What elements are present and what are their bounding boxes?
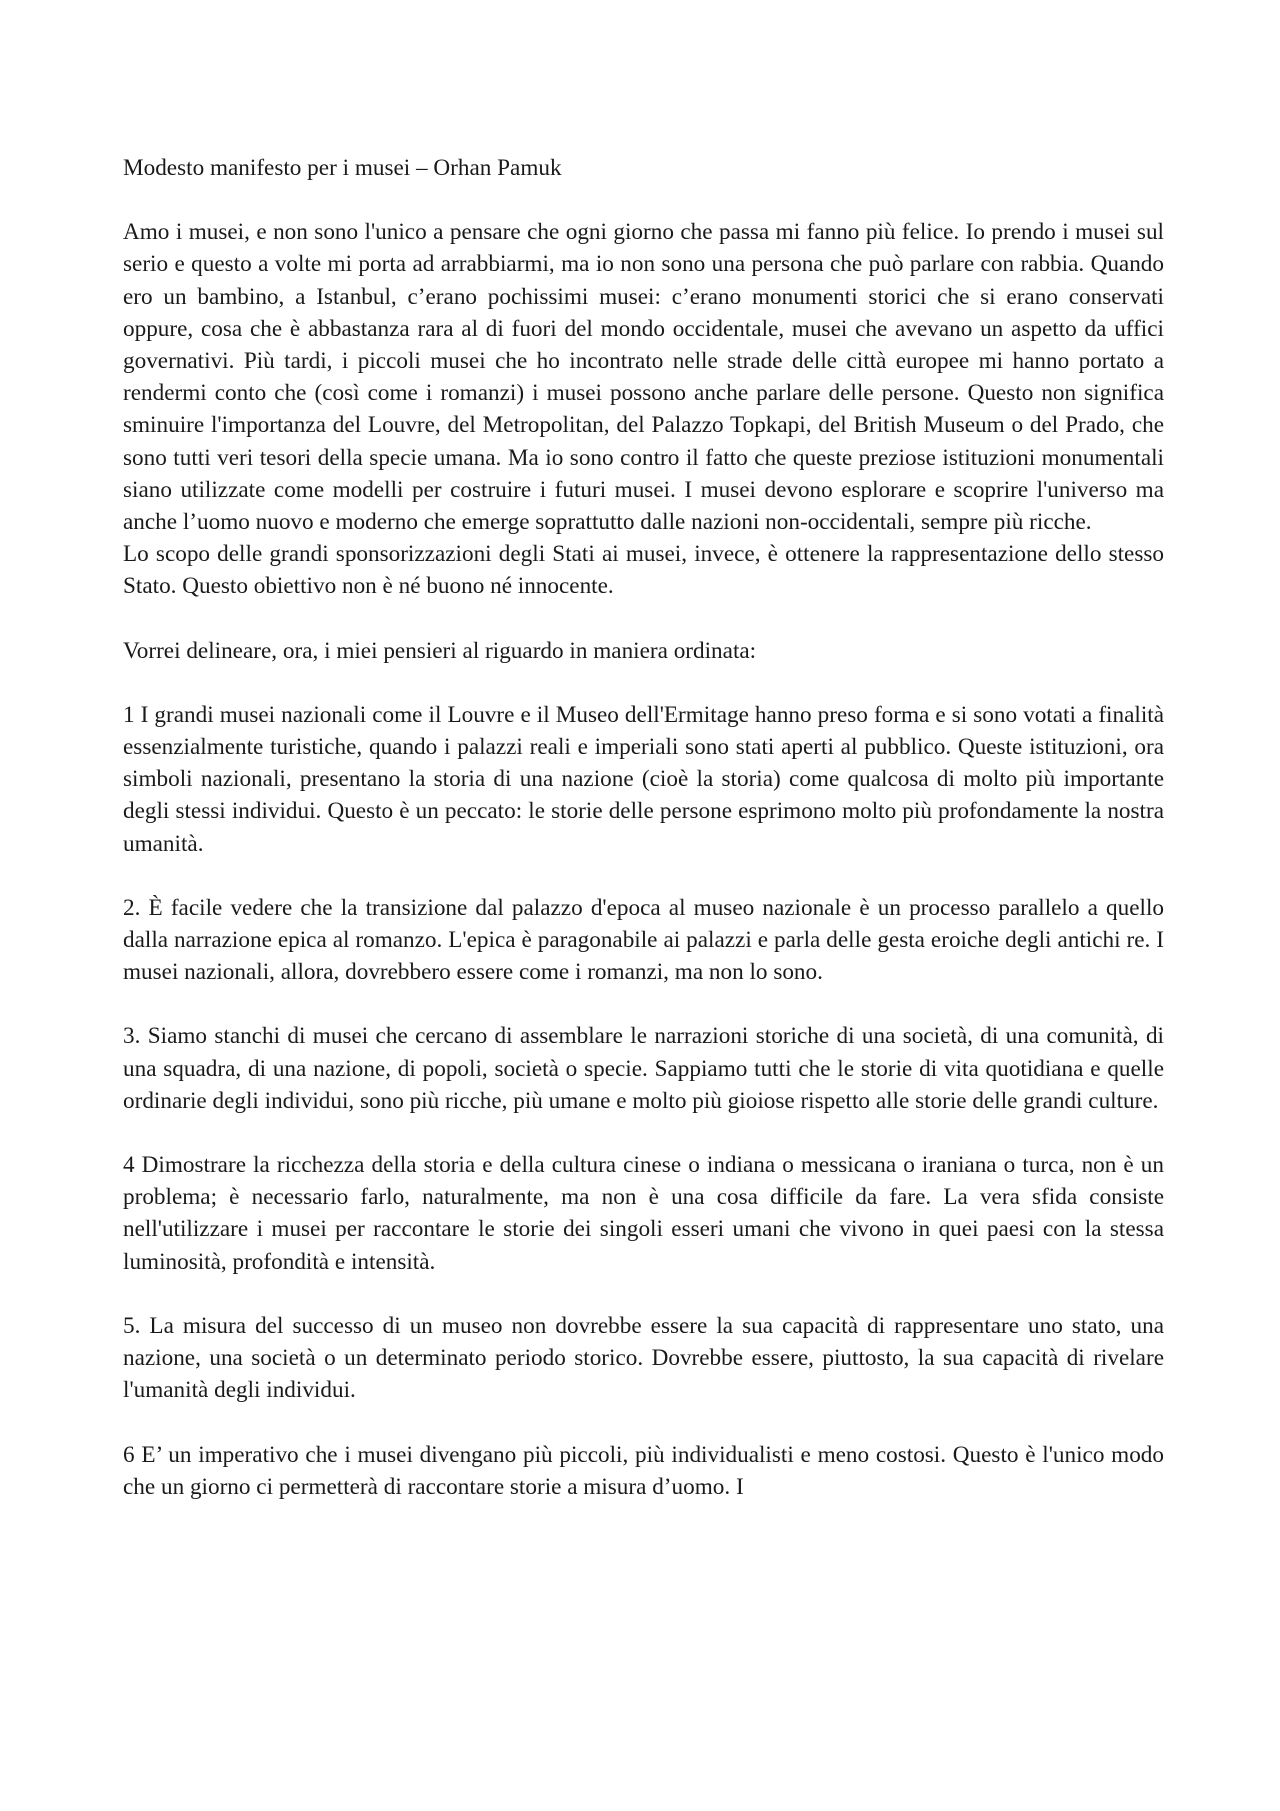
paragraph-point-1: 1 I grandi musei nazionali come il Louvre e il Museo dell'Ermitage hanno preso forma e si sono votati a finalità essenzialmente turistiche, quando i palazzi reali e imperiali sono stati aperti al pubblico. Queste istituzioni, ora simboli nazionali, presentano la storia di una nazione (cioè la storia) come qualcosa di molto più importante degli stessi individui. Questo è un peccato: le storie delle persone esprimono molto più profondamente la nostra umanità. [123, 701, 1164, 857]
paragraph-point-2: 2. È facile vedere che la transizione dal palazzo d'epoca al museo nazionale è un processo parallelo a quello dalla narrazione epica al romanzo. L'epica è paragonabile ai palazzi e parla delle gesta eroiche degli antichi re. I musei nazionali, allora, dovrebbero essere come i romanzi, ma non lo sono. [123, 894, 1164, 986]
paragraph-outline: Vorrei delineare, ora, i miei pensieri al riguardo in maniera ordinata: [123, 637, 757, 664]
paragraph-point-6: 6 E’ un imperativo che i musei divengano più piccoli, più individualisti e meno costosi. Questo è l'unico modo che un giorno ci permetterà di raccontare storie a misura d’uomo. I [123, 1441, 1164, 1500]
paragraph-point-4: 4 Dimostrare la ricchezza della storia e della cultura cinese o indiana o messicana o iraniana o turca, non è un problema; è necessario farlo, naturalmente, ma non è una cosa difficile da fare. La vera sfida consiste nell'utilizzare i musei per raccontare le storie dei singoli esseri umani che vivono in quei paesi con la stessa luminosità, profondità e intensità. [123, 1152, 1164, 1275]
document-title: Modesto manifesto per i musei – Orhan Pamuk [123, 155, 562, 181]
paragraph-state-sponsorship: Lo scopo delle grandi sponsorizzazioni degli Stati ai musei, invece, è ottenere la rappresentazione dello stesso Stato. Questo obiettivo non è né buono né innocente. [123, 541, 1164, 600]
paragraph-point-5: 5. La misura del successo di un museo non dovrebbe essere la sua capacità di rappresentare uno stato, una nazione, una società o un determinato periodo storico. Dovrebbe essere, piuttosto, la sua capacità di rivelare l'umanità degli individui. [123, 1312, 1164, 1404]
document-page [123, 152, 1164, 1503]
paragraph-point-3: 3. Siamo stanchi di musei che cercano di assemblare le narrazioni storiche di una società, di una comunità, di una squadra, di una nazione, di popoli, società o specie. Sappiamo tutti che le storie di vita quotidiana e quelle ordinarie degli individui, sono più ricche, più umane e molto più gioiose rispetto alle storie delle grandi culture. [123, 1023, 1164, 1114]
paragraph-intro: Amo i musei, e non sono l'unico a pensare che ogni giorno che passa mi fanno più felice. Io prendo i musei sul serio e questo a volte mi porta ad arrabbiarmi, ma io non sono una persona che può parlare con rabbia. Quando ero un bambino, a Istanbul, c’erano pochissimi musei: c’erano monumenti storici che si erano conservati oppure, cosa che è abbastanza rara al di fuori del mondo occidentale, musei che avevano un aspetto da uffici governativi. Più tardi, i piccoli musei che ho incontrato nelle strade delle città europee mi hanno portato a rendermi conto che (così come i romanzi) i musei possono anche parlare delle persone. Questo non significa sminuire l'importanza del Louvre, del Metropolitan, del Palazzo Topkapi, del British Museum o del Prado, che sono tutti veri tesori della specie umana. Ma io sono contro il fatto che queste preziose istituzioni monumentali siano utilizzate come modelli per costruire i futuri musei. I musei devono esplorare e scoprire l'universo ma anche l’uomo nuovo e moderno che emerge soprattutto dalle nazioni non-occidentali, sempre più ricche. [123, 219, 1164, 536]
